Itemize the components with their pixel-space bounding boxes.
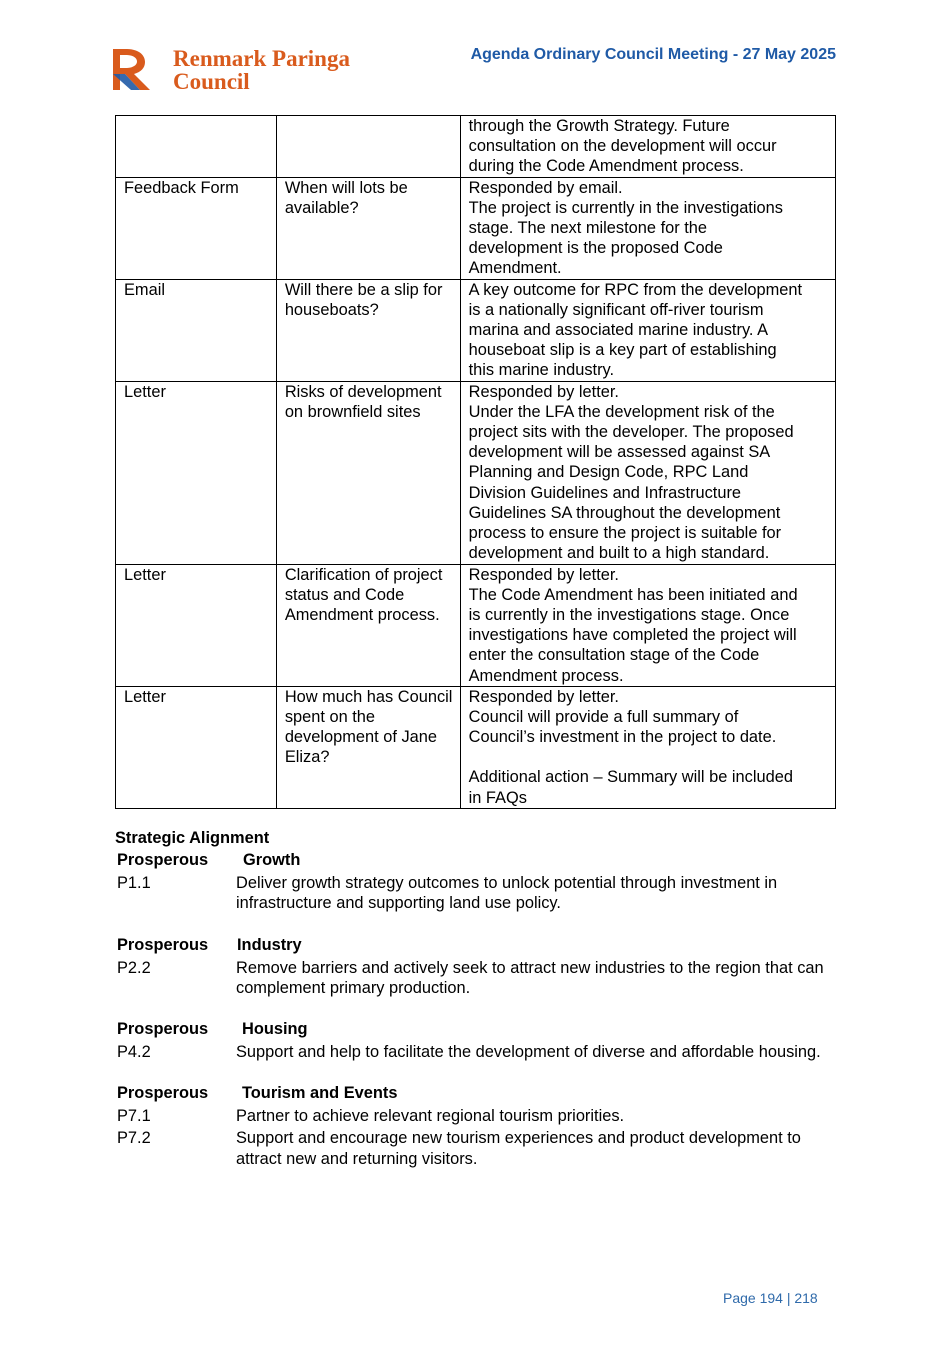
table-row: [116, 177, 836, 279]
response-line: is currently in the investigations stage. Once: [468, 606, 790, 625]
response-topic-cell: When will lots be available?: [276, 177, 460, 279]
response-line: Council will provide a full summary of: [468, 708, 739, 727]
response-detail-cell: [460, 564, 835, 686]
table-row: [116, 381, 836, 564]
response-topic-cell: Will there be a slip for houseboats?: [276, 279, 460, 381]
response-topic-cell: How much has Council spent on the development of Jane Eliza?: [276, 686, 460, 808]
response-line: in FAQs: [468, 788, 527, 807]
response-topic-cell: Risks of development on brownfield sites: [276, 381, 460, 564]
response-line: development will be assessed against SA: [468, 443, 771, 462]
alignment-heading: [115, 850, 845, 873]
response-line: Amendment.: [468, 259, 562, 278]
response-line: Under the LFA the development risk of the: [468, 402, 775, 421]
alignment-text: Support and help to facilitate the development of diverse and affordable housing.: [236, 1043, 821, 1062]
table-row: [116, 116, 836, 178]
response-line: The Code Amendment has been initiated and: [468, 585, 798, 604]
response-method-cell: Email: [116, 279, 277, 381]
alignment-code: P7.1: [117, 1107, 151, 1126]
meeting-title: Agenda Ordinary Council Meeting - 27 May 2025: [470, 46, 836, 63]
alignment-category: Prosperous: [117, 1020, 209, 1039]
council-logo-mark-icon: [112, 47, 152, 91]
response-detail-cell: [460, 177, 835, 279]
consultation-responses-table: [115, 115, 836, 809]
alignment-item: [115, 958, 845, 998]
response-method-cell: Letter: [116, 564, 277, 686]
alignment-code: P1.1: [117, 874, 151, 893]
response-topic-cell: [276, 116, 460, 178]
response-line: consultation on the development will occur: [468, 137, 777, 156]
alignment-theme: Industry: [237, 935, 302, 954]
response-detail-cell: [460, 279, 835, 381]
council-name: [173, 47, 350, 93]
council-name-line2: Council: [173, 69, 250, 94]
table-row: [116, 564, 836, 686]
response-line: Council’s investment in the project to date.: [468, 728, 777, 747]
alignment-group: [115, 1019, 845, 1062]
response-detail-cell: [460, 381, 835, 564]
response-detail-cell: [460, 116, 835, 178]
response-detail-cell: [460, 686, 835, 808]
response-line: Responded by letter.: [468, 687, 619, 706]
response-line: Responded by email.: [468, 178, 623, 197]
response-line: houseboat slip is a key part of establishing: [468, 341, 777, 360]
council-logo: [112, 47, 372, 93]
alignment-category: Prosperous: [117, 851, 209, 870]
alignment-text: Partner to achieve relevant regional tourism priorities.: [236, 1107, 625, 1126]
alignment-theme: Growth: [243, 851, 301, 870]
response-line: The project is currently in the investigations: [468, 198, 783, 217]
alignment-group: [115, 850, 845, 913]
council-name-line1: Renmark Paringa: [173, 46, 350, 71]
response-line: development and built to a high standard.: [468, 544, 770, 563]
alignment-item: [115, 873, 845, 913]
alignment-code: P4.2: [117, 1043, 151, 1062]
alignment-category: Prosperous: [117, 1084, 209, 1103]
response-line: A key outcome for RPC from the development: [468, 280, 803, 299]
alignment-item: [115, 1042, 845, 1062]
response-method-cell: [116, 116, 277, 178]
response-method-cell: Feedback Form: [116, 177, 277, 279]
response-line: Additional action – Summary will be included: [468, 768, 793, 787]
response-topic-cell: Clarification of project status and Code Amendment process.: [276, 564, 460, 686]
response-line: investigations have completed the project will: [468, 626, 797, 645]
response-method-cell: Letter: [116, 686, 277, 808]
response-line: marina and associated marine industry. A: [468, 321, 769, 340]
alignment-theme: Housing: [242, 1020, 308, 1039]
table-row: [116, 279, 836, 381]
strategic-alignment-title: Strategic Alignment: [115, 829, 270, 847]
response-line: Division Guidelines and Infrastructure: [468, 483, 742, 502]
alignment-item: [115, 1106, 845, 1126]
response-line: Amendment process.: [468, 666, 624, 685]
response-line: is a nationally significant off-river tourism: [468, 300, 764, 319]
response-line: through the Growth Strategy. Future: [468, 117, 730, 135]
alignment-heading: [115, 1083, 845, 1106]
response-line: Planning and Design Code, RPC Land: [468, 463, 749, 482]
strategic-alignment-section: [115, 828, 845, 1190]
response-line: process to ensure the project is suitable for: [468, 524, 782, 543]
alignment-code: P2.2: [117, 958, 151, 977]
table-row: [116, 686, 836, 808]
alignment-category: Prosperous: [117, 935, 209, 954]
alignment-text: Deliver growth strategy outcomes to unlock potential through investment in infrastructure and supporting land use policy.: [236, 874, 778, 913]
response-line: during the Code Amendment process.: [468, 157, 744, 176]
alignment-text: Remove barriers and actively seek to attract new industries to the region that can complement primary production.: [236, 958, 824, 997]
response-line: enter the consultation stage of the Code: [468, 646, 760, 665]
alignment-heading: [115, 935, 845, 958]
alignment-code: P7.2: [117, 1129, 151, 1148]
response-line: [469, 747, 831, 767]
response-method-cell: Letter: [116, 381, 277, 564]
alignment-text: Support and encourage new tourism experiences and product development to attract new and returning visitors.: [236, 1129, 801, 1168]
alignment-theme: Tourism and Events: [242, 1084, 398, 1103]
response-line: Responded by letter.: [468, 565, 619, 584]
alignment-group: [115, 1083, 845, 1169]
alignment-item: [115, 1128, 845, 1168]
alignment-group: [115, 935, 845, 998]
alignment-heading: [115, 1019, 845, 1042]
response-line: Responded by letter.: [468, 382, 619, 401]
response-line: project sits with the developer. The proposed: [468, 423, 794, 442]
response-line: stage. The next milestone for the: [468, 219, 708, 238]
response-line: this marine industry.: [468, 361, 615, 380]
response-line: development is the proposed Code: [468, 239, 723, 258]
page-number: Page 194 | 218: [723, 1290, 818, 1306]
response-line: Guidelines SA throughout the development: [468, 503, 781, 522]
